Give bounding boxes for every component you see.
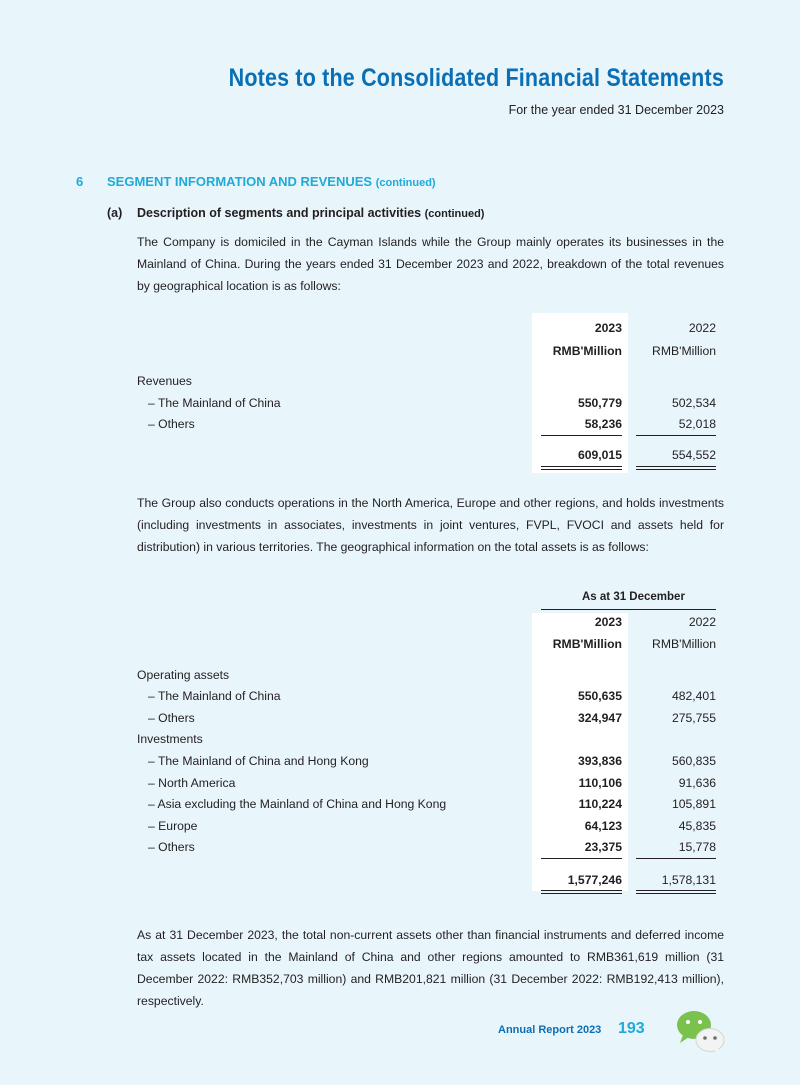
table2-total-rule-2022-a xyxy=(636,890,716,891)
row-value-2023: 110,106 xyxy=(578,776,622,790)
table-row xyxy=(0,797,800,817)
table1-total-rule-2022-a xyxy=(636,466,716,467)
row-value-2023: 58,236 xyxy=(584,417,622,431)
paragraph-non-current-assets: As at 31 December 2023, the total non-current assets other than financial instruments and deferred income tax assets located in the Mainland of China and other regions amounted to RMB361,619 million (31 December 2022: RMB352,703 million) and RMB201,821 million (31 December 2022: RMB192,413 million), respectively. xyxy=(137,928,724,1008)
row-label: – The Mainland of China and Hong Kong xyxy=(148,754,369,768)
table1-total-rule-2022-b xyxy=(636,469,716,470)
row-label: – Others xyxy=(148,711,195,725)
table2-group-header-rule xyxy=(541,609,716,610)
row-value-2023: 550,635 xyxy=(577,689,622,703)
subsection-continued: (continued) xyxy=(424,208,485,220)
row-label: – Others xyxy=(148,417,195,431)
table-row xyxy=(0,417,800,437)
table2-group2-label: Investments xyxy=(137,732,203,746)
row-value-2023: 550,779 xyxy=(577,396,622,410)
total-value-2023: 609,015 xyxy=(577,448,622,462)
row-value-2023: 110,224 xyxy=(578,797,622,811)
table2-total-rule-2023-a xyxy=(541,890,622,891)
row-value-2022: 45,835 xyxy=(678,819,716,833)
table1-total-rule-2023-a xyxy=(541,466,622,467)
table-row xyxy=(0,689,800,709)
table1-col-2023-unit: RMB'Million xyxy=(552,344,622,358)
row-value-2022: 15,778 xyxy=(678,840,716,854)
total-value-2022: 554,552 xyxy=(671,448,716,462)
table2-subtotal-rule-2022 xyxy=(636,858,716,859)
table-row xyxy=(0,754,800,774)
row-value-2023: 23,375 xyxy=(584,840,622,854)
row-value-2022: 560,835 xyxy=(671,754,716,768)
row-value-2023: 324,947 xyxy=(577,711,622,725)
paragraph-revenue-intro: The Company is domiciled in the Cayman Islands while the Group mainly operates its businesses in the Mainland of China. During the years ended 31 December 2023 and 2022, breakdown of the total revenues by geographical location is as follows: xyxy=(137,235,724,293)
table2-group-header: As at 31 December xyxy=(582,591,685,603)
section-title xyxy=(107,174,436,189)
section-number: 6 xyxy=(76,174,84,189)
table1-col-2022-year: 2022 xyxy=(688,321,716,335)
page-title: Notes to the Consolidated Financial Statements xyxy=(228,64,724,92)
section-title-text: SEGMENT INFORMATION AND REVENUES xyxy=(107,174,373,189)
table2-group1-row xyxy=(0,668,800,688)
row-label: – Asia excluding the Mainland of China and Hong Kong xyxy=(148,797,447,811)
table1-group-row xyxy=(0,374,800,394)
total-value-2022: 1,578,131 xyxy=(661,873,716,887)
table-row xyxy=(0,840,800,860)
row-value-2022: 275,755 xyxy=(671,711,716,725)
table1-subtotal-rule-2022 xyxy=(636,435,716,436)
table-row xyxy=(0,396,800,416)
paragraph-assets-intro: The Group also conducts operations in the North America, Europe and other regions, and holds investments (including investments in associates, investments in joint ventures, FVPL, FVOCI and assets held for distribution) in various territories. The geographical information on the total assets is as follows: xyxy=(137,496,724,554)
row-value-2022: 52,018 xyxy=(678,417,716,431)
table2-subtotal-rule-2023 xyxy=(541,858,622,859)
row-label: – Others xyxy=(148,840,195,854)
subsection-title xyxy=(137,206,484,220)
table2-col-2022-unit: RMB'Million xyxy=(652,637,716,651)
table1-total-rule-2023-b xyxy=(541,469,622,470)
page-number: 193 xyxy=(618,1020,645,1037)
row-value-2023: 64,123 xyxy=(584,819,622,833)
row-value-2022: 105,891 xyxy=(671,797,716,811)
table2-col-2023-unit: RMB'Million xyxy=(552,637,622,651)
table1-col-2022-unit: RMB'Million xyxy=(652,344,716,358)
row-label: – The Mainland of China xyxy=(148,689,281,703)
table-row xyxy=(0,776,800,796)
row-label: – The Mainland of China xyxy=(148,396,281,410)
subsection-title-text: Description of segments and principal activities xyxy=(137,206,422,220)
table2-col-2023-year: 2023 xyxy=(594,615,622,629)
table2-total-rule-2023-b xyxy=(541,893,622,894)
table2-group1-label: Operating assets xyxy=(137,668,230,682)
total-value-2023: 1,577,246 xyxy=(567,873,622,887)
table-row xyxy=(0,711,800,731)
row-value-2023: 393,836 xyxy=(577,754,622,768)
footer-report-label: Annual Report 2023 xyxy=(498,1024,602,1036)
table1-col-2023-year: 2023 xyxy=(594,321,622,335)
table1-total-row xyxy=(0,448,800,468)
table-row xyxy=(0,819,800,839)
table2-col-2022-year: 2022 xyxy=(688,615,716,629)
table1-subtotal-rule-2023 xyxy=(541,435,622,436)
table2-group2-row xyxy=(0,732,800,752)
row-value-2022: 482,401 xyxy=(671,689,716,703)
table2-total-rule-2022-b xyxy=(636,893,716,894)
wechat-logo-icon xyxy=(675,1010,727,1054)
page-subtitle: For the year ended 31 December 2023 xyxy=(508,103,724,117)
subsection-number: (a) xyxy=(107,206,123,220)
row-label: – Europe xyxy=(148,819,198,833)
table1-group-label: Revenues xyxy=(137,374,192,388)
row-value-2022: 91,636 xyxy=(678,776,716,790)
row-value-2022: 502,534 xyxy=(671,396,716,410)
section-continued: (continued) xyxy=(375,177,436,189)
row-label: – North America xyxy=(148,776,236,790)
